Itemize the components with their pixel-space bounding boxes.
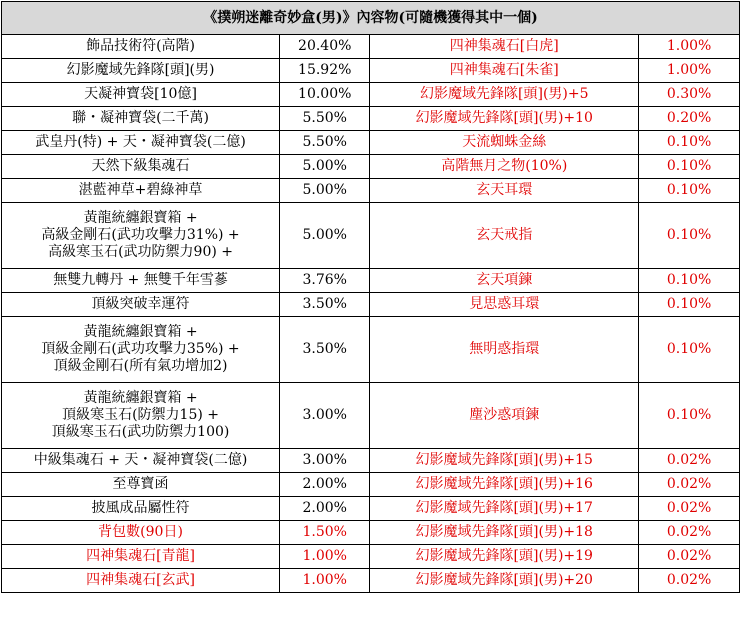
left-rate-cell: 5.00% — [280, 179, 370, 203]
left-item-line: 頂級金剛石(武功攻擊力35%) + — [41, 341, 240, 357]
right-rate-cell: 0.02% — [639, 473, 740, 497]
table-row — [2, 203, 740, 269]
right-rate-cell: 0.10% — [639, 293, 740, 317]
right-item-cell: 幻影魔域先鋒隊[頭](男)+5 — [370, 83, 639, 107]
left-rate-cell: 3.50% — [280, 317, 370, 383]
table-row — [2, 269, 740, 293]
left-rate-cell: 1.00% — [280, 545, 370, 569]
left-rate-cell: 3.00% — [280, 449, 370, 473]
right-rate-cell: 0.10% — [639, 383, 740, 449]
right-rate-cell: 0.02% — [639, 545, 740, 569]
right-rate-cell: 0.02% — [639, 569, 740, 593]
left-rate-cell: 3.50% — [280, 293, 370, 317]
right-item-cell: 幻影魔域先鋒隊[頭](男)+19 — [370, 545, 639, 569]
left-item-cell: 聯・凝神寶袋(二千萬) — [2, 107, 280, 131]
left-item-cell: 幻影魔域先鋒隊[頭](男) — [2, 59, 280, 83]
table-row — [2, 473, 740, 497]
right-item-cell: 幻影魔域先鋒隊[頭](男)+17 — [370, 497, 639, 521]
right-rate-cell: 0.10% — [639, 203, 740, 269]
table-row — [2, 449, 740, 473]
right-rate-cell: 0.02% — [639, 521, 740, 545]
right-item-cell: 幻影魔域先鋒隊[頭](男)+20 — [370, 569, 639, 593]
table-row — [2, 317, 740, 383]
right-rate-cell: 1.00% — [639, 35, 740, 59]
left-rate-cell: 15.92% — [280, 59, 370, 83]
left-item-line: 高級寒玉石(武功防禦力90) + — [48, 244, 233, 260]
table-body — [2, 35, 740, 593]
right-rate-cell: 0.02% — [639, 449, 740, 473]
right-item-cell: 高階無月之物(10%) — [370, 155, 639, 179]
left-item-cell: 背包數(90日) — [2, 521, 280, 545]
left-rate-cell: 2.00% — [280, 497, 370, 521]
right-item-cell: 無明惑指環 — [370, 317, 639, 383]
right-rate-cell: 0.10% — [639, 179, 740, 203]
table-row — [2, 83, 740, 107]
left-rate-cell: 20.40% — [280, 35, 370, 59]
left-item-cell: 中級集魂石 + 天・凝神寶袋(二億) — [2, 449, 280, 473]
table-row — [2, 59, 740, 83]
left-rate-cell: 1.50% — [280, 521, 370, 545]
left-item-cell: 四神集魂石[青龍] — [2, 545, 280, 569]
left-item-line: 頂級金剛石(所有氣功增加2) — [53, 358, 228, 374]
table-row — [2, 521, 740, 545]
left-item-cell: 湛藍神草+碧綠神草 — [2, 179, 280, 203]
table-row — [2, 497, 740, 521]
left-rate-cell: 1.00% — [280, 569, 370, 593]
left-item-line: 頂級寒玉石(防禦力15) + — [62, 407, 219, 423]
left-item-cell: 無雙九轉丹 + 無雙千年雪蔘 — [2, 269, 280, 293]
right-item-cell: 四神集魂石[朱雀] — [370, 59, 639, 83]
right-item-cell: 塵沙惑項鍊 — [370, 383, 639, 449]
left-rate-cell: 10.00% — [280, 83, 370, 107]
left-item-cell — [2, 317, 280, 383]
left-rate-cell: 2.00% — [280, 473, 370, 497]
table-title: 《撲朔迷離奇妙盒(男)》內容物(可隨機獲得其中一個) — [2, 2, 740, 35]
table-row — [2, 35, 740, 59]
left-rate-cell: 3.76% — [280, 269, 370, 293]
right-rate-cell: 0.30% — [639, 83, 740, 107]
right-item-cell: 幻影魔域先鋒隊[頭](男)+10 — [370, 107, 639, 131]
right-item-cell: 玄天耳環 — [370, 179, 639, 203]
right-rate-cell: 0.10% — [639, 131, 740, 155]
left-rate-cell: 5.00% — [280, 155, 370, 179]
right-rate-cell: 0.10% — [639, 155, 740, 179]
table-row — [2, 179, 740, 203]
left-rate-cell: 5.50% — [280, 131, 370, 155]
table-row — [2, 293, 740, 317]
table-row — [2, 545, 740, 569]
right-rate-cell: 1.00% — [639, 59, 740, 83]
left-item-cell: 四神集魂石[玄武] — [2, 569, 280, 593]
right-item-cell: 見思惑耳環 — [370, 293, 639, 317]
left-item-cell — [2, 383, 280, 449]
left-rate-cell: 5.00% — [280, 203, 370, 269]
right-item-cell: 幻影魔域先鋒隊[頭](男)+18 — [370, 521, 639, 545]
left-item-cell: 天然下級集魂石 — [2, 155, 280, 179]
left-item-cell: 飾品技術符(高階) — [2, 35, 280, 59]
table-row — [2, 155, 740, 179]
right-item-cell: 四神集魂石[白虎] — [370, 35, 639, 59]
right-item-cell: 玄天戒指 — [370, 203, 639, 269]
right-rate-cell: 0.10% — [639, 317, 740, 383]
left-item-cell: 頂級突破幸運符 — [2, 293, 280, 317]
left-item-cell: 披風成品屬性符 — [2, 497, 280, 521]
left-item-line: 頂級寒玉石(武功防禦力100) — [51, 424, 230, 440]
left-item-cell: 至尊寶函 — [2, 473, 280, 497]
left-item-line: 高級金剛石(武功攻擊力31%) + — [41, 227, 240, 243]
right-item-cell: 幻影魔域先鋒隊[頭](男)+15 — [370, 449, 639, 473]
table-row — [2, 107, 740, 131]
right-rate-cell: 0.10% — [639, 269, 740, 293]
left-item-line: 黃龍統纏銀寶箱 + — [83, 324, 198, 340]
box-contents-table — [1, 1, 740, 593]
right-rate-cell: 0.02% — [639, 497, 740, 521]
left-item-cell — [2, 203, 280, 269]
right-item-cell: 玄天項鍊 — [370, 269, 639, 293]
table-row — [2, 131, 740, 155]
left-rate-cell: 3.00% — [280, 383, 370, 449]
left-item-cell: 武皇丹(特) + 天・凝神寶袋(二億) — [2, 131, 280, 155]
right-item-cell: 幻影魔域先鋒隊[頭](男)+16 — [370, 473, 639, 497]
left-item-line: 黃龍統纏銀寶箱 + — [83, 390, 198, 406]
right-item-cell: 天流蜘蛛金絲 — [370, 131, 639, 155]
left-item-line: 黃龍統纏銀寶箱 + — [83, 210, 198, 226]
left-rate-cell: 5.50% — [280, 107, 370, 131]
table-row — [2, 383, 740, 449]
table-row — [2, 569, 740, 593]
left-item-cell: 天凝神寶袋[10億] — [2, 83, 280, 107]
right-rate-cell: 0.20% — [639, 107, 740, 131]
